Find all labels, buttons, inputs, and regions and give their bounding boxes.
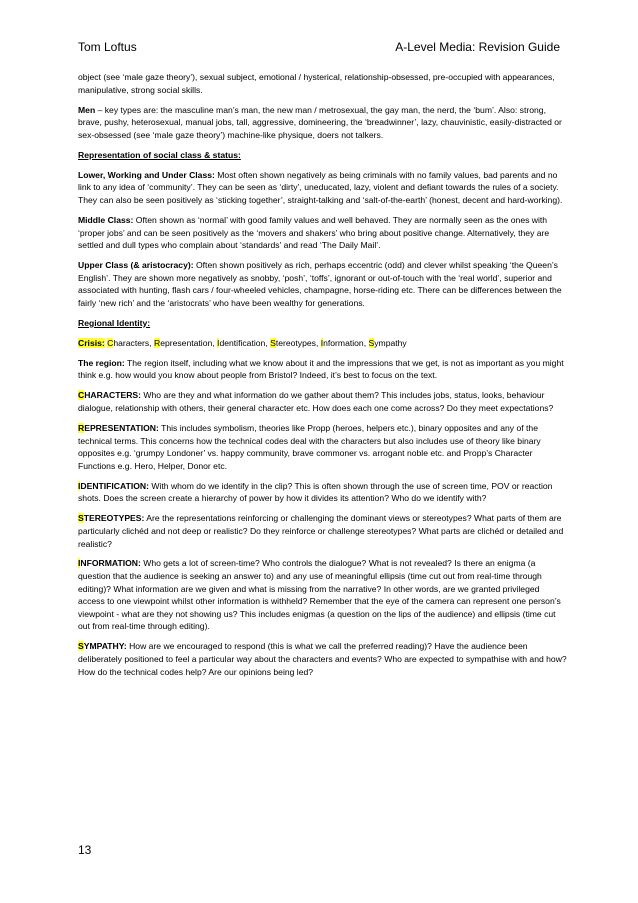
crisis-section-paragraph: [78, 422, 568, 472]
crisis-section-paragraph: [78, 389, 568, 414]
crisis-section-initial: I: [78, 480, 81, 491]
crisis-section-text: With whom do we identify in the clip? This is often shown through the use of screen time, POV or reaction shots. Does the screen create a hierarchy of power by how it divides its attention? Who do we identify with?: [78, 480, 553, 504]
crisis-section-paragraph: [78, 557, 568, 633]
region-text: The region itself, including what we know about it and the impressions that we get, is not as important as you might think e.g. how would you know about people from Bristol? Indeed, it’s best to focus on the text.: [78, 357, 564, 381]
crisis-word-initial: I: [217, 337, 220, 348]
crisis-section-initial: I: [78, 558, 81, 569]
page-number: 13: [78, 843, 92, 857]
men-paragraph: [78, 104, 568, 142]
crisis-section-label-rest: NFORMATION:: [80, 558, 141, 569]
crisis-section-label-rest: TEREOTYPES:: [83, 513, 145, 524]
crisis-word-rest: epresentation,: [160, 337, 218, 348]
crisis-section-label-rest: YMPATHY:: [83, 641, 127, 652]
crisis-word-rest: dentification,: [219, 337, 271, 348]
crisis-word-initial: S: [270, 337, 276, 348]
crisis-word-rest: nformation,: [323, 337, 369, 348]
crisis-section-label-rest: DENTIFICATION:: [80, 480, 149, 491]
crisis-word-rest: ympathy: [374, 337, 407, 348]
crisis-section-label: [78, 390, 141, 400]
crisis-section-text: How are we encouraged to respond (this is what we call the preferred reading)? Have the audience been deliberately positioned to feel a particular way about the characters and events? Who are expected to sympathise with and how? How do the technical codes help? Are our opinions being led?: [78, 641, 567, 677]
women-continuation-paragraph: object (see ‘male gaze theory’), sexual subject, emotional / hysterical, relationship-obsessed, pre-occupied with appearances, manipulative, strong social skills.: [78, 72, 555, 95]
crisis-section-paragraph: [78, 512, 568, 550]
crisis-section-label: [78, 641, 127, 651]
region-label: The region:: [78, 357, 125, 368]
middle-class-text: Often shown as ‘normal’ with good family values and well behaved. They are normally seen as the ones with ‘proper jobs’ and can be seen positively as the ‘movers and shakers’ who bring about positive change. Alternatively, they are settled and dull types who complain about ‘standards’ and read ‘The Daily Mail’.: [78, 214, 550, 251]
crisis-word-initial: R: [153, 337, 161, 348]
lower-class-text: Most often shown negatively as being criminals with no family values, bad parents and no link to any idea of ‘community’. They can be seen as ‘dirty’, uneducated, lazy, violent and defiant towards the rules of a society. They can also be seen positively as ‘sticking together’, straight-talking and ‘salt-of-the-earth’ (honest, decent and hard-working).: [78, 169, 563, 205]
upper-class-label: Upper Class (& aristocracy):: [78, 260, 194, 271]
crisis-section-label: [78, 423, 159, 433]
crisis-word-list: [107, 338, 407, 348]
middle-class-label: Middle Class:: [78, 214, 134, 225]
page-header: [78, 40, 560, 54]
crisis-word-rest: haracters,: [113, 337, 154, 348]
crisis-section-label: [78, 558, 141, 568]
crisis-section-text: Who are they and what information do we gather about them? This includes jobs, status, looks, behaviour dialogue, relationship with others, their general character etc. How does each one come across? Do they meet expectations?: [78, 390, 554, 413]
crisis-section-text: Who gets a lot of screen-time? Who controls the dialogue? What is not revealed? Is there an enigma (a question that the audience is seeking an answer to) and any use of meaningful ellipsis (time cut out from real-time through editing)? What information are we given and what is missing from the narrative? In other words, are we granted privileged access to one viewpoint whilst other information is withheld? Remember that the eye of the camera can represent one person’s viewpoint - what are they not showing us? This includes enigmas (a question on the lips of the audience) and ellipsis (time cut out from real-time through editing).: [78, 558, 561, 632]
crisis-section-label: [78, 513, 144, 523]
crisis-section-label-rest: HARACTERS:: [84, 390, 142, 401]
men-text: – key types are: the masculine man’s man, the new man / metrosexual, the gay man, the nerd, the ‘bum’. Also: strong, brave, pushy, heterosexual, manual jobs, tall, aggressive, domineering, the ‘breadwinner’, lazy, chauvinistic, easily-distracted or sex-obsessed (see ‘male gaze theory’) machine-like physique, doers not talkers.: [78, 104, 562, 140]
lower-class-label: Lower, Working and Under Class:: [78, 169, 215, 180]
crisis-section-label-rest: EPRESENTATION:: [84, 422, 159, 433]
crisis-word-initial: I: [320, 337, 324, 348]
header-author: Tom Loftus: [78, 40, 137, 54]
crisis-word-initial: S: [368, 337, 375, 348]
men-label: Men: [78, 104, 96, 115]
crisis-section-label: [78, 481, 149, 491]
crisis-section-initial: S: [78, 641, 84, 652]
crisis-word-rest: tereotypes,: [275, 337, 321, 348]
crisis-sections: [78, 389, 568, 678]
crisis-label: Crisis:: [78, 337, 105, 348]
upper-class-text: Often shown positively as rich, perhaps eccentric (odd) and clever whilst speaking ‘the Queen’s English’. They are shown more negatively as snobby, ‘posh’, ‘toffs’, ignorant or out-of-touch with the ‘real world’, superior and associated with hunting, flash cars / four-wheeled vehicles, champagne, horse-riding etc. There can be differences between the fairly ‘new rich’ and the ‘aristocrats’ who have been wealthy for generations.: [78, 260, 562, 308]
upper-class-paragraph: [78, 259, 568, 309]
region-paragraph: [78, 357, 568, 382]
crisis-mnemonic: [78, 337, 568, 350]
crisis-section-text: This includes symbolism, theories like Propp (heroes, helpers etc.), binary opposites and any of the technical terms. This concerns how the technical codes deal with the characters but also includes use of theory like binary opposites e.g. ‘grumpy Londoner’ vs. happy community, brave commoner vs. arrogant noble etc. and Propp’s Character Functions e.g. Hero, Helper, Donor etc.: [78, 422, 541, 471]
crisis-word-initial: C: [107, 337, 114, 348]
lower-class-paragraph: [78, 169, 568, 207]
crisis-section-paragraph: [78, 640, 568, 678]
crisis-section-initial: S: [78, 513, 84, 524]
regional-identity-heading: Regional Identity:: [78, 317, 151, 328]
header-title: A-Level Media: Revision Guide: [395, 40, 560, 54]
crisis-section-initial: R: [78, 422, 85, 433]
crisis-section-text: Are the representations reinforcing or challenging the dominant views or stereotypes? What parts of them are particularly clichéd and not deep or realistic? Do they reinforce or challenge stereotypes? What parts are clichéd or detailed and realistic?: [78, 513, 564, 549]
page-body: [78, 71, 568, 686]
social-class-heading: Representation of social class & status:: [78, 149, 241, 160]
crisis-section-paragraph: [78, 480, 568, 505]
crisis-section-initial: C: [78, 390, 85, 401]
middle-class-paragraph: [78, 214, 568, 252]
